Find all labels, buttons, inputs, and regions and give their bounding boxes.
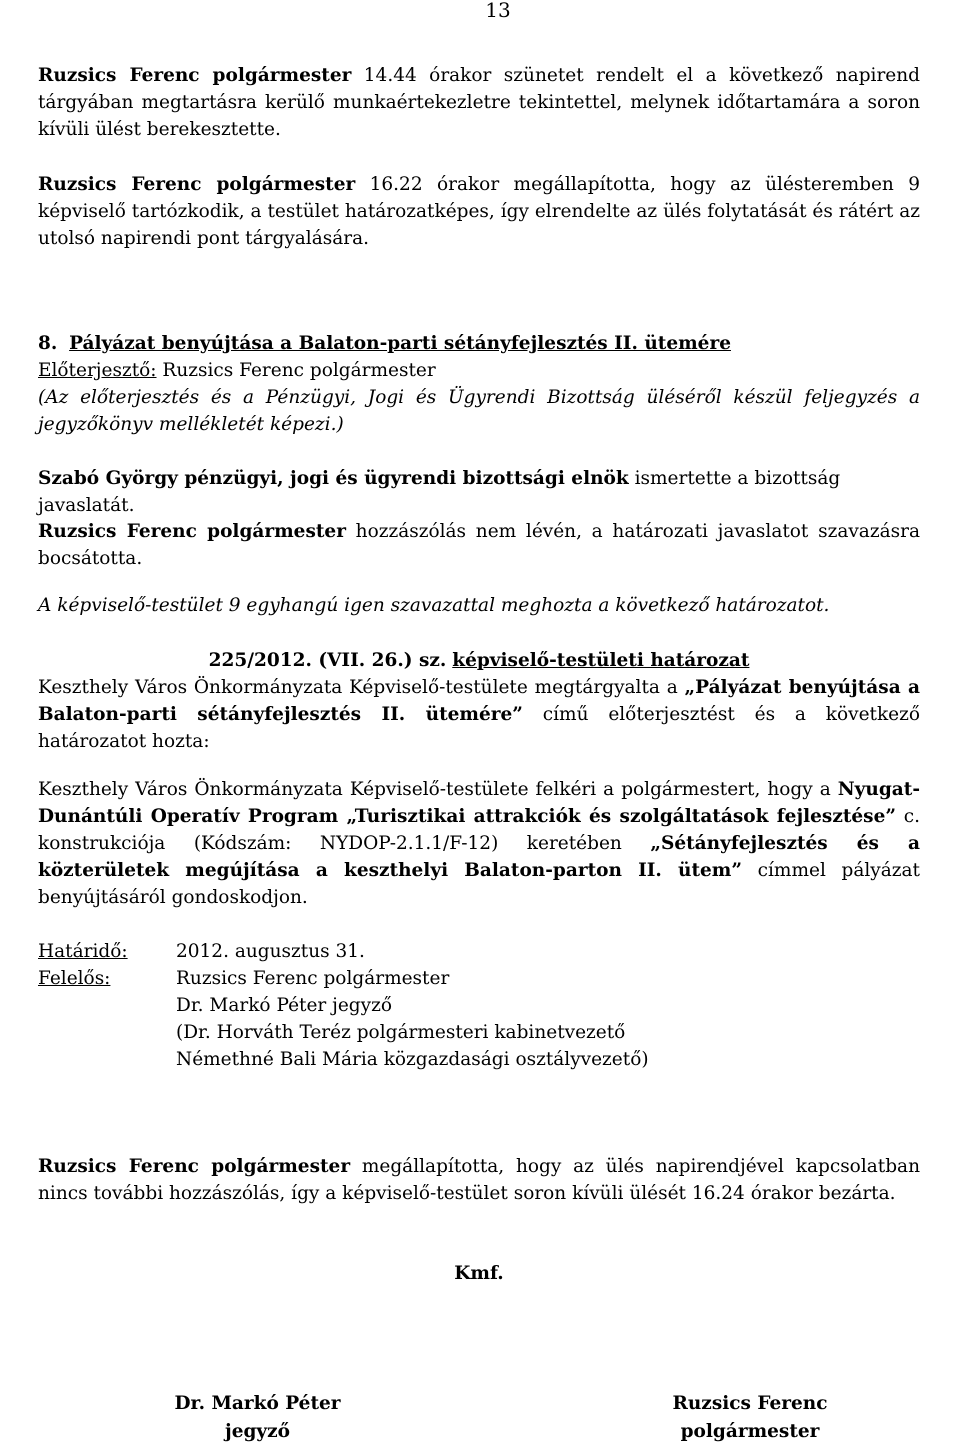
agenda-title: Pályázat benyújtása a Balaton-parti sétányfejlesztés II. ütemére bbox=[69, 333, 731, 354]
responsible-row bbox=[38, 965, 920, 992]
responsible-row bbox=[38, 1046, 920, 1073]
paragraph-resume: Ruzsics Ferenc polgármester 16.22 órakor megállapította, hogy az ülésteremben 9 képviselő tartózkodik, a testület határozatképes, így elrendelte az ülés folytatását és rátért az utolsó napirendi pont tárgyalására. bbox=[38, 174, 920, 249]
responsible-person: Némethné Bali Mária közgazdasági osztályvezető) bbox=[176, 1049, 649, 1070]
speaker-name: Ruzsics Ferenc polgármester bbox=[38, 1156, 351, 1177]
speaker-name: Ruzsics Ferenc polgármester bbox=[38, 174, 356, 195]
deadline-label: Határidő: bbox=[38, 941, 128, 962]
agenda-presenter bbox=[38, 357, 920, 384]
signature-notary bbox=[150, 1390, 365, 1446]
signature-name: Ruzsics Ferenc bbox=[672, 1393, 828, 1414]
speaker-name: Ruzsics Ferenc polgármester bbox=[38, 521, 346, 542]
agenda-number: 8. bbox=[38, 333, 58, 354]
deadline-row bbox=[38, 938, 920, 965]
signature-mayor bbox=[640, 1390, 860, 1446]
signature-name: Dr. Markó Péter bbox=[174, 1393, 341, 1414]
presenter-name: Ruzsics Ferenc polgármester bbox=[156, 360, 436, 381]
agenda-note: (Az előterjesztés és a Pénzügyi, Jogi és Ügyrendi Bizottság üléséről készül feljegyzés a jegyzőkönyv mellékletét képezi.) bbox=[38, 387, 920, 435]
resolution-heading: 225/2012. (VII. 26.) sz. képviselő-testületi határozat bbox=[208, 650, 750, 671]
responsible-person: Ruzsics Ferenc polgármester bbox=[176, 968, 450, 989]
resolution-body: Keszthely Város Önkormányzata Képviselő-testülete felkéri a polgármestert, hogy a Nyugat-Dunántúli Operatív Program „Turisztikai attrakciók és szolgáltatások fejlesztése” c. konstrukciója (Kódszám: NYDOP-2.1.1/F-12) keretében „Sétányfejlesztés és a közterületek megújítása a keszthelyi Balaton-parton II. ütem” címmel pályázat benyújtásáról gondoskodjon. bbox=[38, 779, 920, 908]
signature-title: jegyző bbox=[225, 1421, 290, 1442]
speaker-name: Szabó György pénzügyi, jogi és ügyrendi bizottsági elnök bbox=[38, 468, 629, 489]
signature-title: polgármester bbox=[680, 1421, 820, 1442]
closing-paragraph: Ruzsics Ferenc polgármester megállapította, hogy az ülés napirendjével kapcsolatban nincs további hozzászólás, így a képviselő-testület soron kívüli ülését 16.24 órakor bezárta. bbox=[38, 1156, 920, 1204]
responsible-person: Dr. Markó Péter jegyző bbox=[176, 995, 392, 1016]
responsible-row bbox=[38, 1019, 920, 1046]
page-number: 13 bbox=[485, 0, 511, 22]
vote-result: A képviselő-testület 9 egyhangú igen szavazattal meghozta a következő határozatot. bbox=[38, 595, 830, 616]
committee-report: Szabó György pénzügyi, jogi és ügyrendi bizottsági elnök ismertette a bizottság javaslatát. bbox=[38, 468, 841, 516]
responsible-person: (Dr. Horváth Teréz polgármesteri kabinetvezető bbox=[176, 1022, 626, 1043]
responsible-label: Felelős: bbox=[38, 968, 111, 989]
speaker-name: Ruzsics Ferenc polgármester bbox=[38, 65, 352, 86]
resolution-intro: Keszthely Város Önkormányzata Képviselő-testülete megtárgyalta a „Pályázat benyújtása a Balaton-parti sétányfejlesztés II. ütemére” című előterjesztést és a következő határozatot hozta: bbox=[38, 677, 920, 752]
kmf-label: Kmf. bbox=[454, 1263, 504, 1284]
presenter-label: Előterjesztő: bbox=[38, 360, 157, 381]
paragraph-recess: Ruzsics Ferenc polgármester 14.44 órakor szünetet rendelt el a következő napirend tárgyában megtartásra kerülő munkaértekezletre tekintettel, melynek időtartamára a soron kívüli ülést berekesztette. bbox=[38, 65, 920, 140]
vote-call: Ruzsics Ferenc polgármester hozzászólás nem lévén, a határozati javaslatot szavazásra bocsátotta. bbox=[38, 521, 920, 569]
responsible-row bbox=[38, 992, 920, 1019]
deadline-value: 2012. augusztus 31. bbox=[176, 941, 365, 962]
agenda-item-heading bbox=[38, 330, 920, 357]
